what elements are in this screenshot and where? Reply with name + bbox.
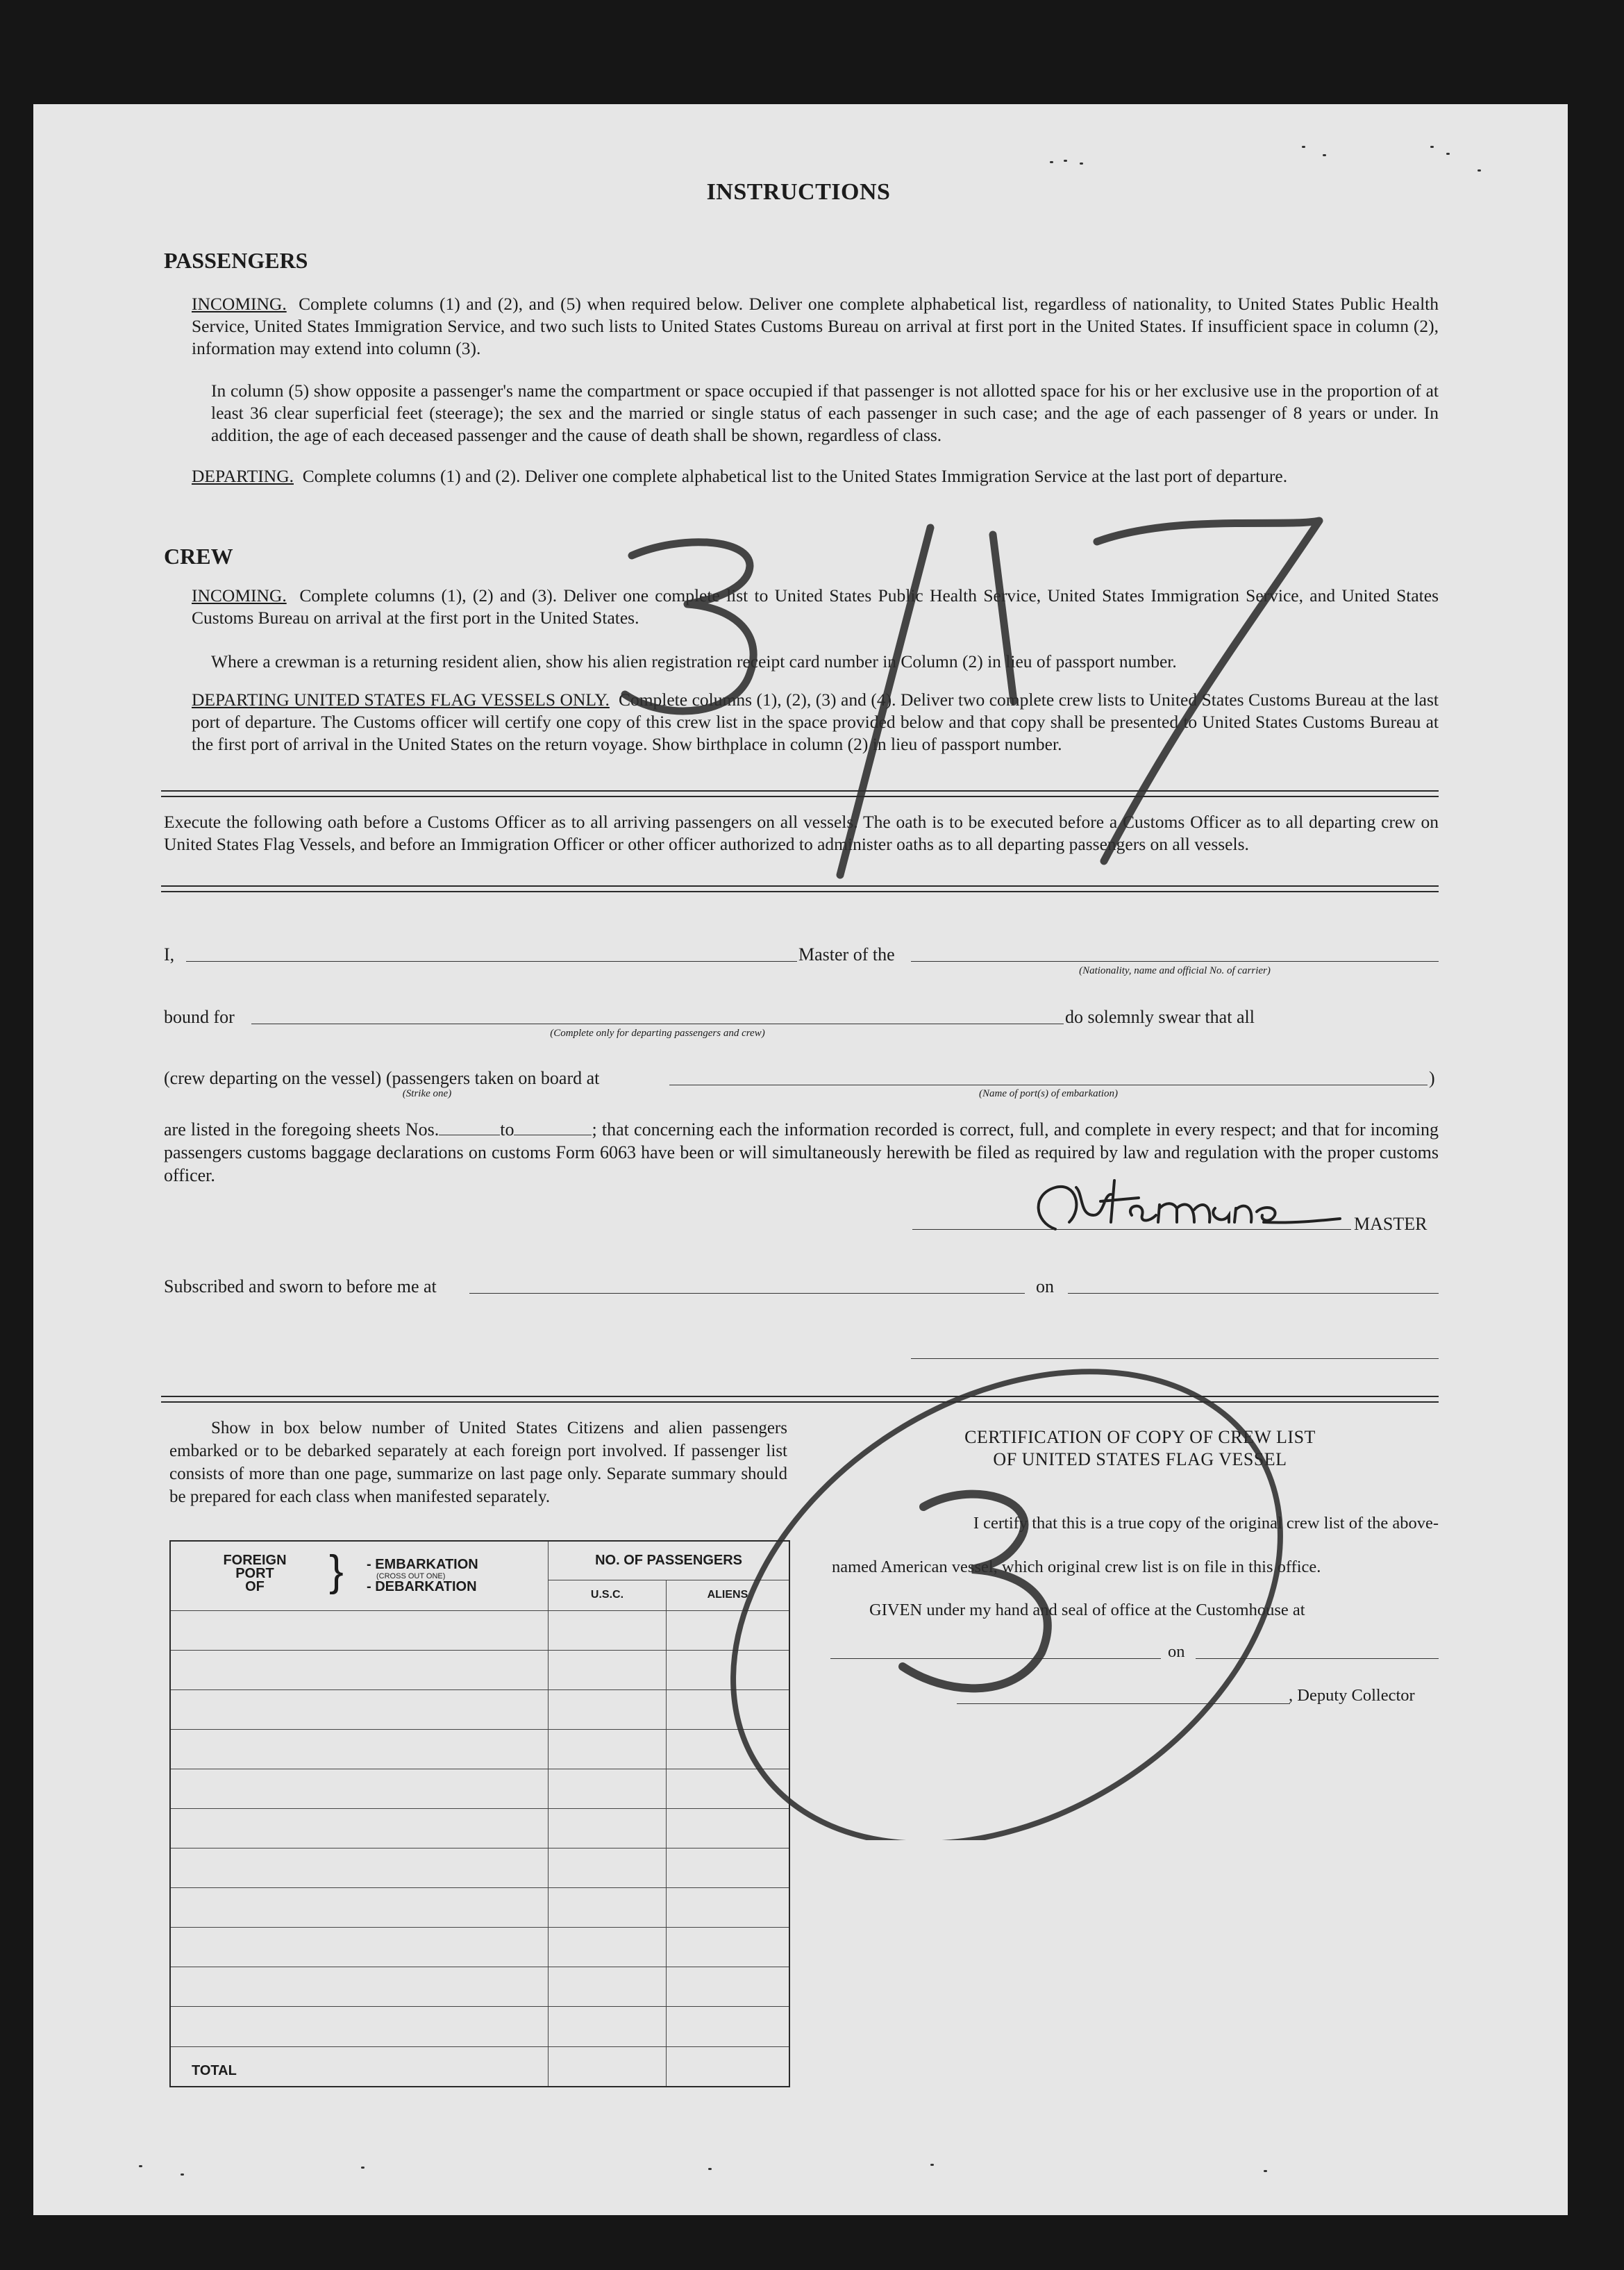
port-cell[interactable]: [170, 1928, 549, 1967]
certification-title-2: OF UNITED STATES FLAG VESSEL: [993, 1449, 1287, 1469]
usc-cell[interactable]: [549, 2007, 667, 2046]
certify-line-2: named American vessel, which original crew list is on file in this office.: [832, 1558, 1321, 1576]
master-of-label: Master of the: [798, 944, 895, 965]
port-cell[interactable]: [170, 1650, 549, 1689]
nationality-hint: (Nationality, name and official No. of carrier): [1079, 965, 1271, 976]
subscribed-label: Subscribed and sworn to before me at: [164, 1276, 437, 1296]
table-row: [170, 1928, 789, 1967]
page-title: INSTRUCTIONS: [706, 179, 891, 205]
certification-title-1: CERTIFICATION OF COPY OF CREW LIST: [964, 1427, 1316, 1447]
bound-for-label: bound for: [164, 1007, 235, 1027]
passengers-departing-text: Complete columns (1) and (2). Deliver one complete alphabetical list to the United States Immigration Service at the last port of departure.: [302, 466, 1288, 486]
usc-cell[interactable]: [549, 1967, 667, 2007]
debarkation-label: - DEBARKATION: [367, 1579, 477, 1594]
no-of-passengers-header: NO. OF PASSENGERS: [549, 1541, 789, 1580]
port-cell[interactable]: [170, 2007, 549, 2046]
oath-i-label: I,: [164, 944, 175, 965]
deputy-collector-label: , Deputy Collector: [1289, 1686, 1415, 1705]
crew-departing-label: (crew departing on the vessel) (passengers taken on board at: [164, 1068, 600, 1088]
usc-cell[interactable]: [549, 1848, 667, 1887]
embarkation-label: - EMBARKATION: [367, 1557, 478, 1572]
port-cell[interactable]: [170, 1967, 549, 2007]
usc-cell[interactable]: [549, 1928, 667, 1967]
handwritten-annotation: [569, 486, 1430, 903]
carrier-field[interactable]: [911, 961, 1439, 962]
port-cell[interactable]: [170, 1848, 549, 1887]
crew-heading: CREW: [164, 544, 233, 569]
port-cell[interactable]: [170, 1888, 549, 1928]
given-text: GIVEN under my hand and seal of office at the Customhouse at: [869, 1601, 1305, 1619]
crew-departing-flag-text: Complete columns (1), (2), (3) and (4). Deliver two complete crew lists to United States Customs Bureau at the last port of departure. The Customs officer will certify one copy of this crew list in the space provided below and that copy shall be presented to United States Customs Bureau at the first port of arrival in the United States on the return voyage. Show birthplace in column (2) in lieu of passport number.: [192, 690, 1439, 754]
aliens-total-cell[interactable]: [666, 2046, 789, 2087]
passengers-incoming-text: Complete columns (1) and (2), and (5) when required below. Deliver one complete alphabetical list, regardless of nationality, to United States Public Health Service, United States Immigration Service, and two such lists to United States Customs Bureau on arrival at first port in the United States. If insufficient space in column (2), information may extend into column (3).: [192, 294, 1439, 358]
usc-cell[interactable]: [549, 1888, 667, 1928]
table-row: [170, 1848, 789, 1887]
port-cell[interactable]: [170, 1729, 549, 1769]
oath-intro: Execute the following oath before a Customs Officer as to all arriving passengers on all vessels. The oath is to be executed before a Customs Officer as to all departing crew on United States Flag Vessels, and before an Immigration Officer or other officer authorized to administer oaths as to all departing passengers on all vessels.: [164, 812, 1439, 854]
listed-suffix: ; that concerning each the information recorded is correct, full, and complete in every respect; and: [592, 1119, 1307, 1140]
passengers-heading: PASSENGERS: [164, 248, 308, 273]
certify-line-1: I certify that this is a true copy of the original crew list of the above-: [973, 1514, 1439, 1533]
table-row: [170, 1967, 789, 2007]
close-paren: ): [1429, 1068, 1435, 1088]
swear-label: do solemnly swear that all: [1065, 1007, 1255, 1027]
strike-one-hint: (Strike one): [402, 1088, 452, 1099]
passengers-column5-paragraph: In column (5) show opposite a passenger's name the compartment or space occupied if that passenger is not allotted space for his or her exclusive use in the proportion of at least 36 clear superficial feet (steerage); the sex and the married or single status of each passenger in such case; and the age of each passenger of 8 years or under. In addition, the age of each deceased passenger and the cause of death shall be shown, regardless of class.: [211, 381, 1439, 445]
sworn-date-field[interactable]: [1068, 1293, 1439, 1294]
port-cell[interactable]: [170, 1769, 549, 1808]
aliens-cell[interactable]: [666, 2007, 789, 2046]
total-label: TOTAL: [170, 2046, 549, 2087]
crew-incoming-lead: INCOMING.: [192, 585, 287, 606]
passengers-incoming-lead: INCOMING.: [192, 294, 287, 314]
regulation-text: regulation with the proper customs officer.: [164, 1142, 1439, 1185]
foreign-port-header: [170, 1541, 549, 1610]
foreign-port-label: FOREIGN PORT OF: [223, 1553, 287, 1594]
summary-instructions: Show in box below number of United States Citizens and alien passengers embarked or to be debarked separately at each foreign port involved. If passenger list consists of more than one page, summarize on last page only. Separate summary should be prepared for each class when manifested separately.: [169, 1419, 787, 1506]
usc-total-cell[interactable]: [549, 2046, 667, 2087]
table-row: [170, 1888, 789, 1928]
crew-departing-flag-lead: DEPARTING UNITED STATES FLAG VESSELS ONLY.: [192, 690, 610, 710]
usc-cell[interactable]: [549, 1729, 667, 1769]
usc-cell[interactable]: [549, 1650, 667, 1689]
port-hint: (Name of port(s) of embarkation): [979, 1088, 1118, 1099]
listed-prefix: are listed in the foregoing sheets Nos.: [164, 1119, 440, 1140]
brace-icon: }: [329, 1547, 344, 1595]
port-cell[interactable]: [170, 1689, 549, 1729]
on-label: on: [1036, 1276, 1054, 1296]
usc-cell[interactable]: [549, 1689, 667, 1729]
master-name-field[interactable]: [186, 961, 797, 962]
aliens-header: ALIENS: [666, 1580, 789, 1610]
usc-cell[interactable]: [549, 1808, 667, 1848]
cross-out-hint: (CROSS OUT ONE): [376, 1572, 446, 1580]
usc-header: U.S.C.: [549, 1580, 667, 1610]
aliens-cell[interactable]: [666, 1928, 789, 1967]
aliens-cell[interactable]: [666, 1888, 789, 1928]
cert-on-label: on: [1168, 1642, 1185, 1661]
passengers-departing-paragraph: [192, 465, 1439, 487]
passengers-departing-lead: DEPARTING.: [192, 466, 294, 486]
aliens-cell[interactable]: [666, 1848, 789, 1887]
circled-number-annotation: [680, 1340, 1389, 1840]
sworn-place-field[interactable]: [469, 1293, 1025, 1294]
table-row: [170, 2007, 789, 2046]
master-label: MASTER: [1354, 1214, 1428, 1234]
port-cell[interactable]: [170, 1808, 549, 1848]
passengers-incoming-paragraph: [192, 293, 1439, 360]
to-label: to: [500, 1119, 514, 1140]
aliens-cell[interactable]: [666, 1967, 789, 2007]
crew-resident-alien-paragraph: Where a crewman is a returning resident alien, show his alien registration receipt card number in Column (2) in lieu of passport number.: [211, 651, 1177, 671]
port-cell[interactable]: [170, 1610, 549, 1650]
master-signature: [1028, 1167, 1347, 1243]
usc-cell[interactable]: [549, 1769, 667, 1808]
baggage-text: that for incoming passengers customs baggage declarations on customs Form 6063 have been or will simultaneously herewith be filed as required by law and: [164, 1119, 1439, 1162]
crew-incoming-text: Complete columns (1), (2) and (3). Deliver one complete list to United States Public Health Service, United States Immigration Service, and United States Customs Bureau on arrival at the first port in the United States.: [192, 585, 1439, 628]
usc-cell[interactable]: [549, 1610, 667, 1650]
total-row: [170, 2046, 789, 2087]
bound-hint: (Complete only for departing passengers and crew): [550, 1028, 765, 1039]
